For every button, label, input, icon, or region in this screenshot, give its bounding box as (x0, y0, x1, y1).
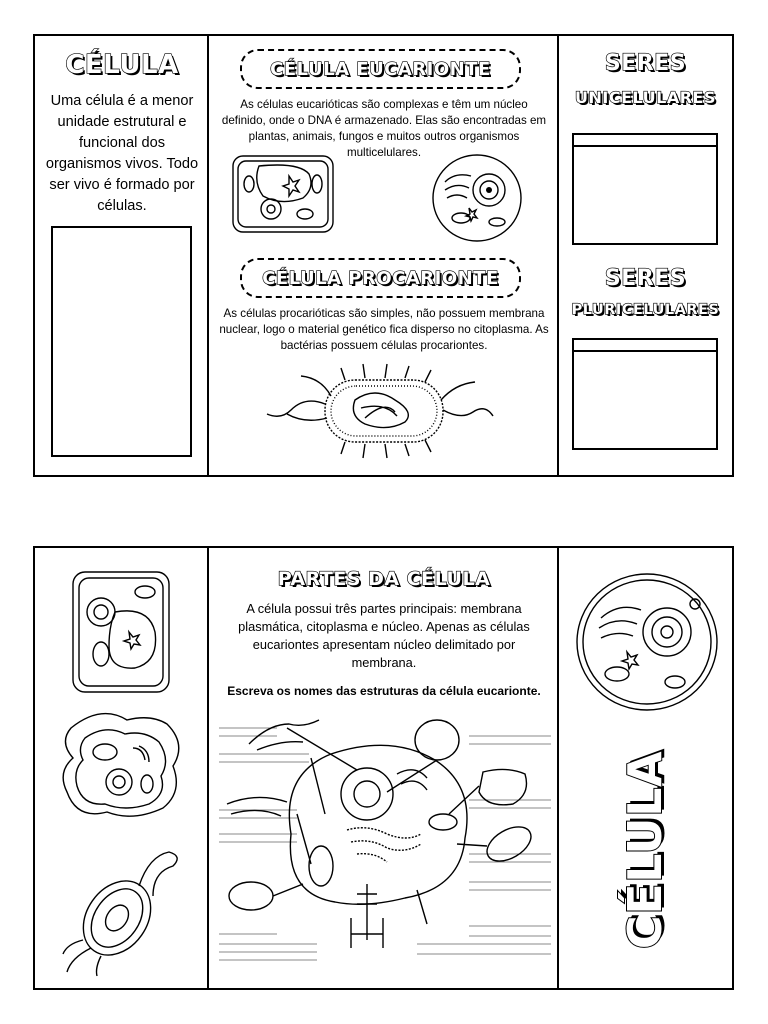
bacterium-icon (265, 360, 495, 466)
answer-lines (219, 728, 551, 960)
bottom-left-panel (35, 548, 209, 988)
prokaryote-title-frame (240, 258, 521, 298)
multicellular-answer-box[interactable] (572, 338, 718, 450)
cell-title: CÉLULA (65, 50, 179, 80)
eukaryote-title-frame (240, 49, 521, 89)
cell-definition-text: Uma célula é a menor unidade estrutural e funcional dos organismos vivos. Todo ser vivo é formado por células. (45, 93, 199, 214)
bottom-right-panel (559, 548, 732, 988)
instruction-text: Escreva os nomes das estruturas da célula eucarionte. (227, 684, 541, 698)
box-divider (574, 145, 716, 147)
plant-cell-icon (71, 570, 171, 694)
unicellular-title-1: SERES (604, 51, 687, 76)
top-right-panel (559, 36, 732, 475)
eukaryote-text: As células eucarióticas são complexas e têm um núcleo definido, onde o DNA é armazenado. Elas são encontradas em plantas, animais, fungos e muitos outros organismos multicelulares. (221, 98, 547, 159)
cell-parts-title: PARTES DA CÉLULA (277, 568, 491, 590)
eukaryote-title: CÉLULA EUCARIONTE (270, 58, 491, 80)
drawing-box[interactable] (51, 226, 192, 457)
plant-cell-icon (231, 154, 337, 236)
prokaryote-text: As células procarióticas são simples, não possuem membrana nuclear, logo o material genético fica disperso no citoplasma. As bactérias possuem células procariontes. (219, 307, 549, 352)
multicellular-title-2: PLURICELULARES (571, 302, 720, 318)
top-sheet (33, 34, 734, 477)
box-divider (574, 350, 716, 352)
unicellular-title-2: UNICELULARES (575, 88, 716, 107)
multicellular-title-1: SERES (604, 266, 687, 291)
top-left-panel (35, 36, 209, 475)
eukaryote-cell-diagram-icon (217, 714, 551, 966)
vertical-cell-title: CÉLULA (618, 750, 672, 950)
top-middle-panel (209, 36, 559, 475)
bottom-middle-panel (209, 548, 559, 988)
prokaryote-title: CÉLULA PROCARIONTE (262, 267, 499, 289)
animal-cell-icon (61, 708, 185, 820)
animal-cell-icon (431, 152, 523, 244)
bottom-sheet (33, 546, 734, 990)
unicellular-answer-box[interactable] (572, 133, 718, 245)
cell-parts-text: A célula possui três partes principais: membrana plasmática, citoplasma e núcleo. Apenas as células eucariontes apresentam núcleo delimitado por membrana. (238, 601, 530, 670)
bacterium-icon (61, 848, 185, 978)
animal-cell-icon (575, 572, 719, 712)
